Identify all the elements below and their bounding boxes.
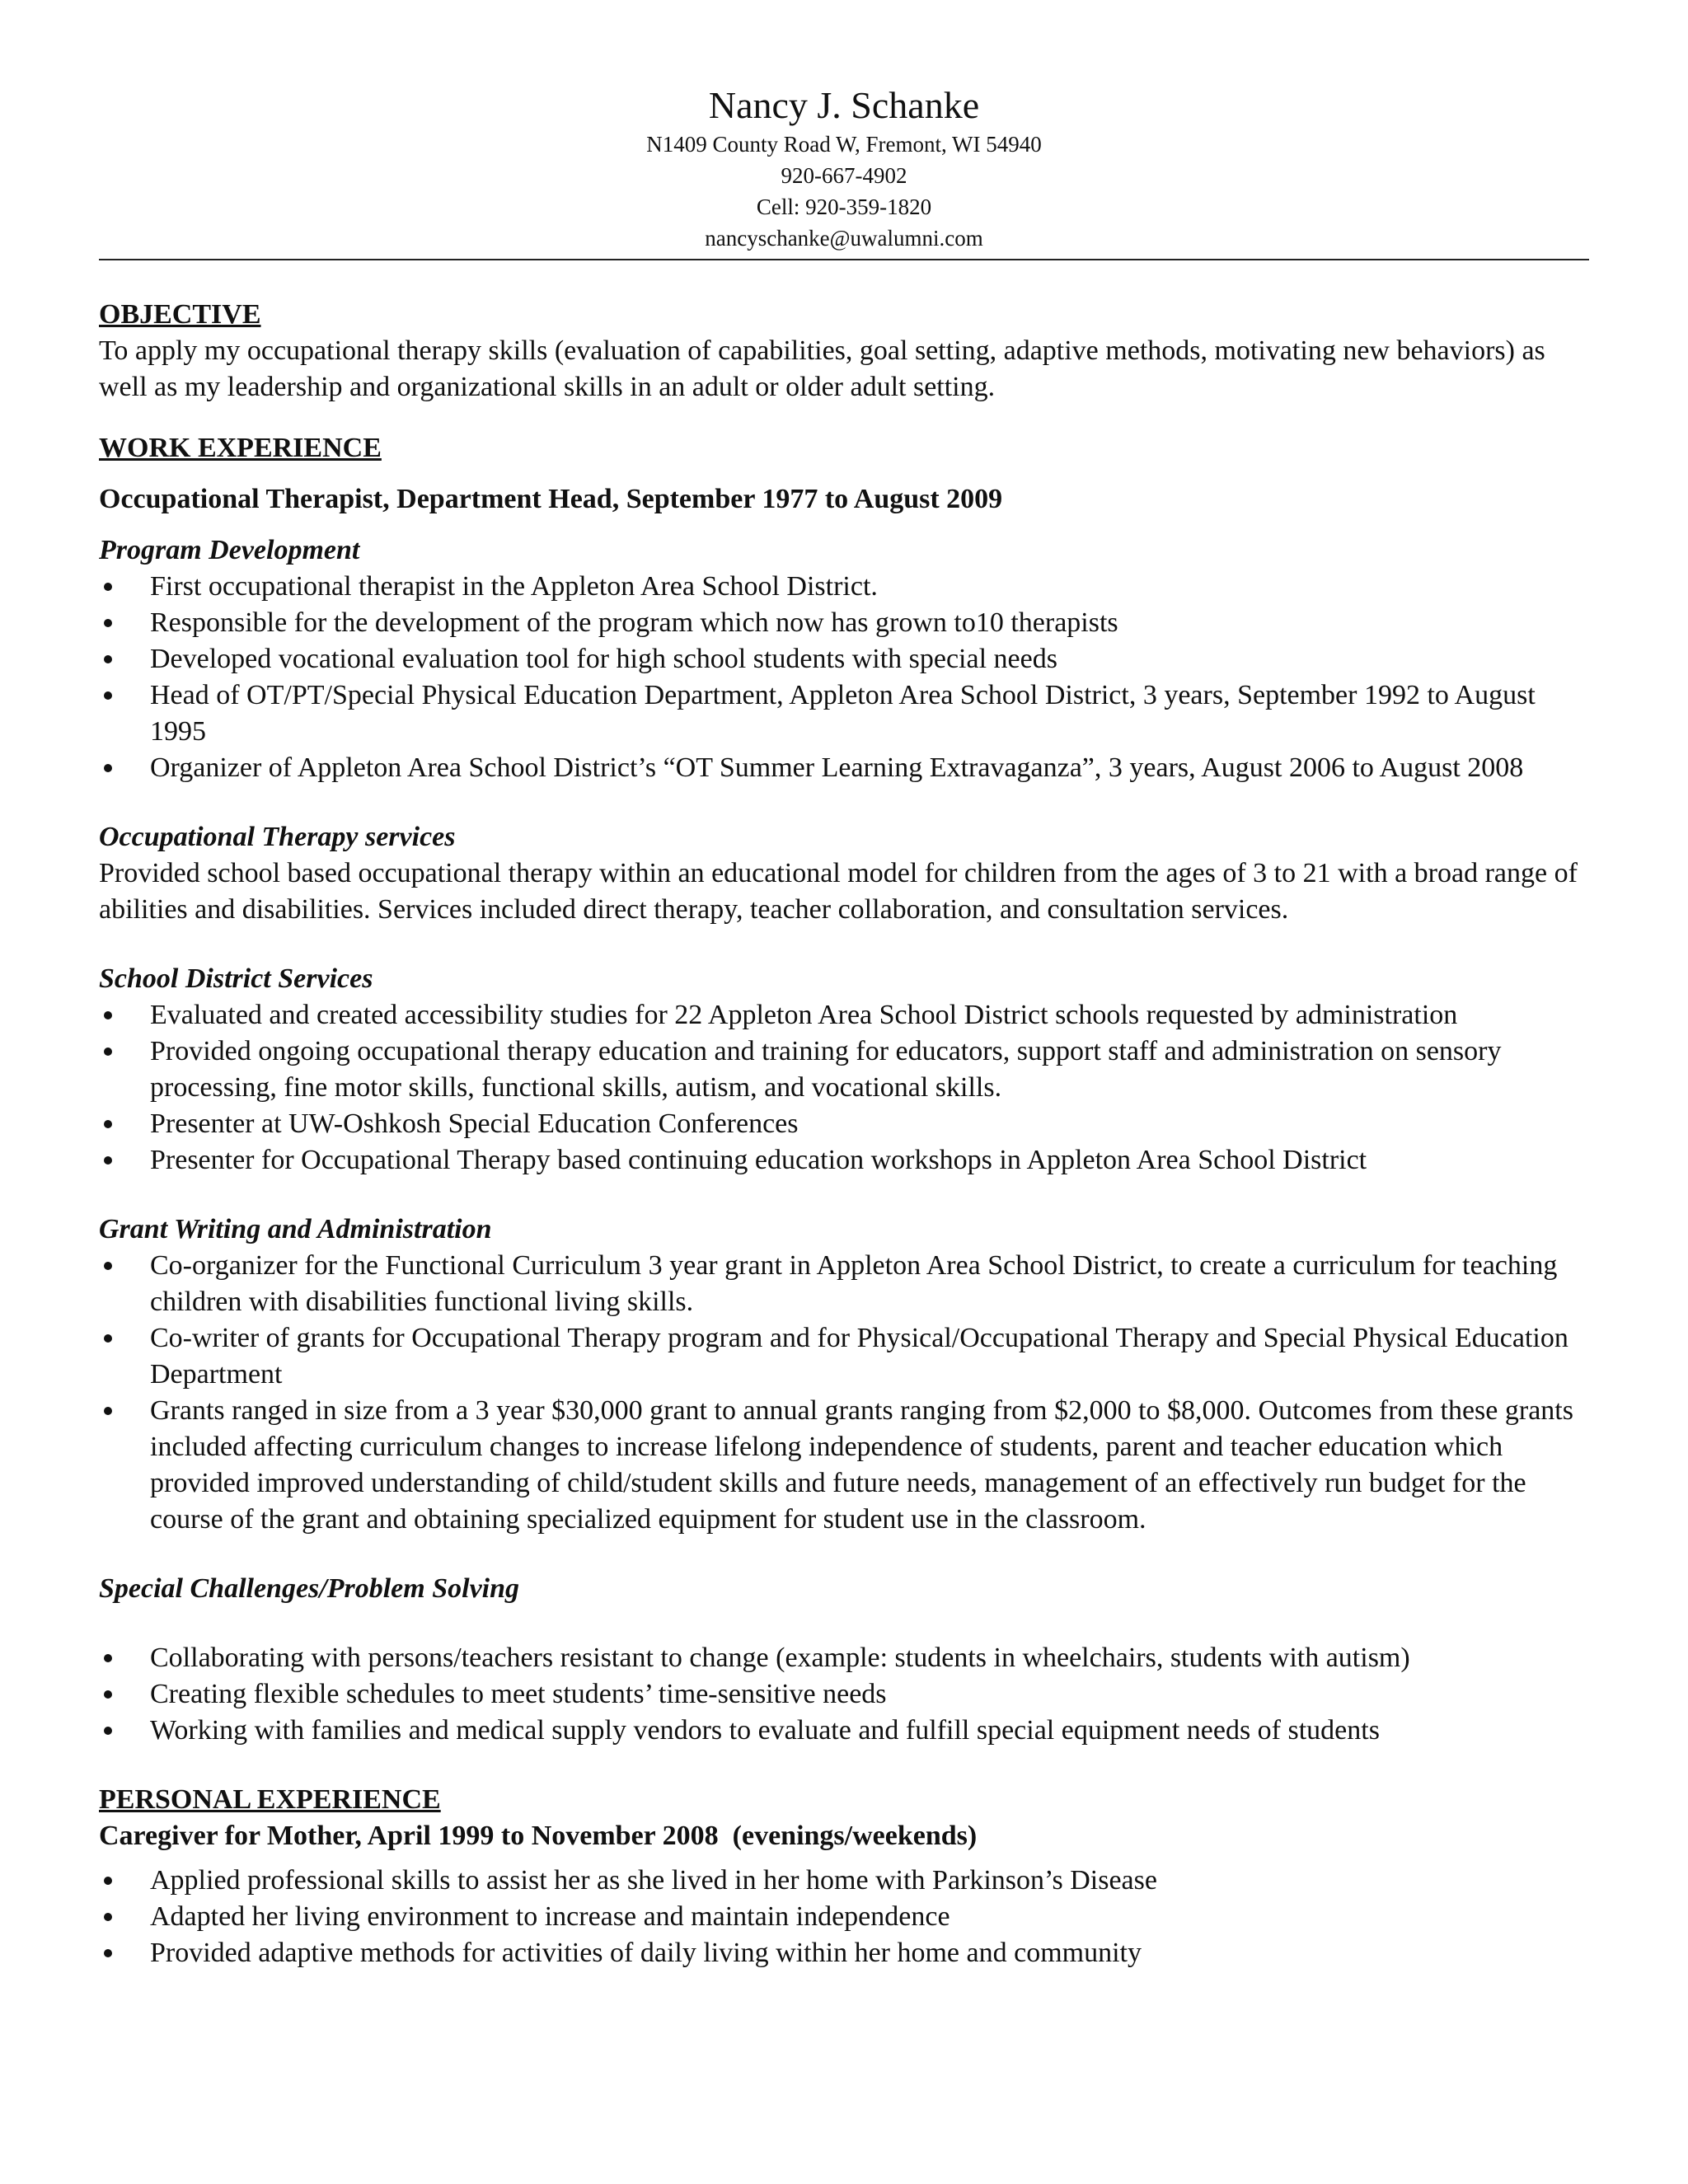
program-development-heading: Program Development	[99, 535, 360, 565]
candidate-name: Nancy J. Schanke	[708, 84, 980, 126]
list-item: Applied professional skills to assist her as she lived in her home with Parkinson’s Disease	[99, 1863, 1589, 1899]
list-item: Co-organizer for the Functional Curriculum 3 year grant in Appleton Area School District, to create a curriculum for teaching children with disabilities functional living skills.	[99, 1248, 1589, 1320]
phone: 920-667-4902	[781, 163, 907, 188]
bullet-icon	[104, 1047, 112, 1056]
bullet-icon	[104, 1690, 112, 1699]
bullet-icon	[104, 691, 112, 700]
personal-experience-list	[99, 1863, 1589, 1971]
email: nancyschanke@uwalumni.com	[705, 226, 983, 251]
list-item: Provided ongoing occupational therapy education and training for educators, support staff and administration on sensory processing, fine motor skills, functional skills, autism, and vocational skills.	[99, 1033, 1589, 1106]
special-challenges-heading: Special Challenges/Problem Solving	[99, 1573, 520, 1604]
bullet-icon	[104, 1407, 112, 1415]
bullet-icon	[104, 1654, 112, 1662]
grant-writing-list	[99, 1248, 1589, 1538]
job-title: Occupational Therapist, Department Head, September 1977 to August 2009	[99, 484, 1003, 514]
school-district-heading: School District Services	[99, 963, 373, 994]
bullet-icon	[104, 583, 112, 591]
bullet-icon	[104, 619, 112, 627]
program-development-list	[99, 569, 1589, 786]
list-item: Adapted her living environment to increase and maintain independence	[99, 1899, 1589, 1935]
bullet-icon	[104, 1727, 112, 1735]
list-item: Organizer of Appleton Area School District’s “OT Summer Learning Extravaganza”, 3 years, August 2006 to August 2008	[99, 750, 1589, 786]
resume-page	[99, 82, 1589, 1971]
bullet-icon	[104, 1120, 112, 1128]
bullet-icon	[104, 1913, 112, 1921]
resume-header	[99, 82, 1589, 260]
list-item: Grants ranged in size from a 3 year $30,000 grant to annual grants ranging from $2,000 to $8,000. Outcomes from these grants included affecting curriculum changes to increase lifelong independence of students, parent and teacher education which provided improved understanding of child/student skills and future needs, management of an effectively run budget for the course of the grant and obtaining specialized equipment for student use in the classroom.	[99, 1393, 1589, 1538]
work-experience-heading: WORK EXPERIENCE	[99, 433, 382, 463]
list-item: Creating flexible schedules to meet students’ time-sensitive needs	[99, 1676, 1589, 1713]
special-challenges-list	[99, 1640, 1589, 1749]
list-item: Evaluated and created accessibility studies for 22 Appleton Area School District schools requested by administration	[99, 997, 1589, 1033]
personal-experience-heading: PERSONAL EXPERIENCE	[99, 1784, 441, 1815]
bullet-icon	[104, 1877, 112, 1885]
caregiver-role: Caregiver for Mother, April 1999 to November 2008 (evenings/weekends)	[99, 1821, 978, 1851]
bullet-icon	[104, 1334, 112, 1343]
ot-services-heading: Occupational Therapy services	[99, 822, 456, 852]
bullet-icon	[104, 655, 112, 663]
address: N1409 County Road W, Fremont, WI 54940	[646, 132, 1042, 157]
list-item: Presenter at UW-Oshkosh Special Education Conferences	[99, 1106, 1589, 1142]
bullet-icon	[104, 1949, 112, 1957]
bullet-icon	[104, 1156, 112, 1165]
list-item: Collaborating with persons/teachers resistant to change (example: students in wheelchairs, students with autism)	[99, 1640, 1589, 1676]
cell-phone: Cell: 920-359-1820	[756, 194, 932, 219]
grant-writing-heading: Grant Writing and Administration	[99, 1214, 492, 1244]
list-item: Provided adaptive methods for activities of daily living within her home and community	[99, 1935, 1589, 1971]
list-item: First occupational therapist in the Appleton Area School District.	[99, 569, 1589, 605]
school-district-list	[99, 997, 1589, 1179]
header-divider	[99, 259, 1589, 260]
ot-services-text: Provided school based occupational therapy within an educational model for children from the ages of 3 to 21 with a broad range of abilities and disabilities. Services included direct therapy, teacher collaboration, and consultation services.	[99, 858, 1578, 925]
objective-text: To apply my occupational therapy skills (evaluation of capabilities, goal setting, adaptive methods, motivating new behaviors) as well as my leadership and organizational skills in an adult or older adult setting.	[99, 335, 1545, 402]
list-item: Presenter for Occupational Therapy based continuing education workshops in Appleton Area School District	[99, 1142, 1589, 1179]
list-item: Head of OT/PT/Special Physical Education Department, Appleton Area School District, 3 years, September 1992 to August 1995	[99, 677, 1589, 750]
list-item: Responsible for the development of the program which now has grown to10 therapists	[99, 605, 1589, 641]
bullet-icon	[104, 1011, 112, 1019]
list-item: Developed vocational evaluation tool for high school students with special needs	[99, 641, 1589, 677]
bullet-icon	[104, 764, 112, 772]
list-item: Co-writer of grants for Occupational Therapy program and for Physical/Occupational Therapy and Special Physical Education Department	[99, 1320, 1589, 1393]
bullet-icon	[104, 1262, 112, 1270]
list-item: Working with families and medical supply vendors to evaluate and fulfill special equipment needs of students	[99, 1713, 1589, 1749]
objective-heading: OBJECTIVE	[99, 299, 261, 330]
